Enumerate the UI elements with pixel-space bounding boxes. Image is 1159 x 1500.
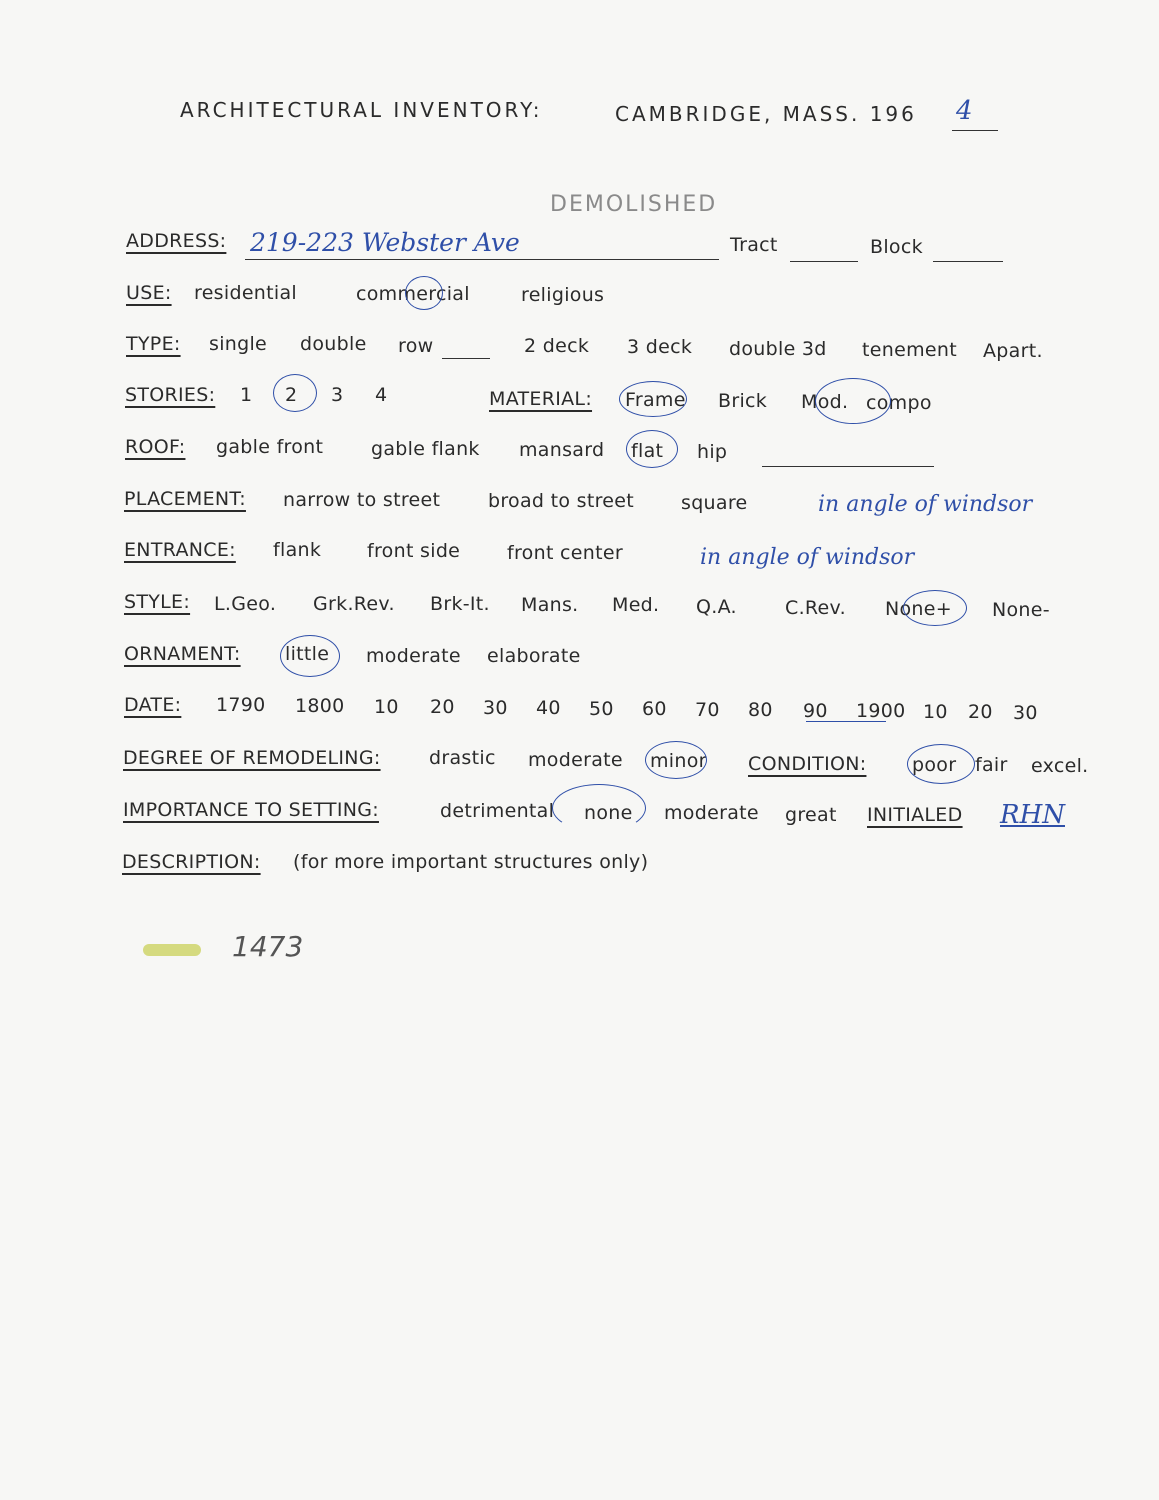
material-option-brick: Brick — [718, 390, 768, 412]
style-label: STYLE: — [124, 591, 191, 613]
year-digit: 4 — [956, 96, 973, 126]
roof-option-hip: hip — [697, 441, 728, 463]
material-label: MATERIAL: — [489, 388, 593, 410]
date-1790: 1790 — [216, 694, 266, 716]
condition-label: CONDITION: — [748, 753, 867, 775]
highlighter-mark — [143, 944, 201, 956]
placement-label: PLACEMENT: — [124, 488, 246, 510]
remodeling-option-minor: minor — [650, 750, 707, 772]
condition-selection-mark — [907, 744, 975, 784]
date-1880: 80 — [748, 699, 773, 721]
date-1900: 1900 — [856, 700, 906, 722]
style-option-grkrev: Grk.Rev. — [313, 593, 395, 615]
tract-line — [790, 261, 858, 262]
roof-blank-line — [762, 466, 934, 467]
description-note: (for more important structures only) — [293, 851, 649, 873]
row-blank-line — [442, 358, 490, 359]
entrance-option-frontside: front side — [367, 540, 461, 562]
stories-option-4: 4 — [375, 384, 388, 406]
roof-selection-mark — [626, 430, 678, 468]
style-option-noneminus: None- — [992, 599, 1050, 621]
stories-label: STORIES: — [125, 384, 216, 406]
use-option-religious: religious — [521, 284, 605, 306]
entrance-option-frontcenter: front center — [507, 542, 623, 564]
use-option-residential: residential — [194, 282, 298, 304]
condition-option-poor: poor — [912, 754, 957, 776]
tract-label: Tract — [730, 234, 778, 256]
type-option-apart: Apart. — [983, 340, 1043, 362]
type-option-double: double — [300, 333, 367, 355]
stories-option-1: 1 — [240, 384, 253, 406]
date-1910: 10 — [923, 701, 948, 723]
date-1810: 10 — [374, 696, 399, 718]
entrance-label: ENTRANCE: — [124, 539, 236, 561]
material-option-compo: compo — [866, 392, 932, 414]
use-label: USE: — [126, 282, 172, 304]
ornament-option-little: little — [285, 643, 330, 665]
initialed-label: INITIALED — [867, 804, 963, 826]
importance-option-moderate: moderate — [664, 802, 759, 824]
placement-option-broad: broad to street — [488, 490, 635, 512]
use-option-commercial: commercial — [356, 283, 470, 305]
type-option-tenement: tenement — [862, 339, 957, 361]
style-option-brkit: Brk-It. — [430, 593, 490, 615]
importance-selection-mark — [552, 784, 646, 832]
placement-option-narrow: narrow to street — [283, 489, 441, 511]
date-1860: 60 — [642, 698, 667, 720]
importance-option-none: none — [584, 802, 633, 824]
initialed-value: RHN — [1000, 800, 1065, 830]
description-handwritten: 1473 — [232, 930, 304, 963]
block-line — [933, 261, 1003, 262]
date-1850: 50 — [589, 698, 614, 720]
demolished-stamp: DEMOLISHED — [550, 192, 718, 217]
form-location: CAMBRIDGE, MASS. 196 — [615, 102, 917, 126]
stories-selection-mark — [273, 374, 317, 412]
remodeling-label: DEGREE OF REMODELING: — [123, 747, 381, 769]
form-title: ARCHITECTURAL INVENTORY: — [180, 98, 543, 122]
entrance-option-flank: flank — [273, 539, 322, 561]
use-selection-mark — [405, 276, 443, 310]
year-underline — [952, 130, 998, 131]
style-option-med: Med. — [612, 594, 660, 616]
entrance-note: in angle of windsor — [700, 545, 915, 570]
block-label: Block — [870, 236, 923, 258]
ornament-selection-mark — [280, 635, 340, 677]
material-option-frame: Frame — [625, 389, 686, 411]
address-value: 219-223 Webster Ave — [250, 228, 520, 257]
remodeling-selection-mark — [645, 741, 707, 779]
style-selection-mark — [903, 590, 967, 626]
ornament-label: ORNAMENT: — [124, 643, 241, 665]
placement-note: in angle of windsor — [818, 492, 1033, 517]
material-frame-mark — [619, 381, 687, 417]
roof-option-gableflank: gable flank — [371, 438, 480, 460]
date-1820: 20 — [430, 696, 455, 718]
date-1830: 30 — [483, 697, 508, 719]
date-1890: 90 — [803, 700, 828, 722]
importance-option-great: great — [785, 804, 837, 826]
remodeling-option-drastic: drastic — [429, 747, 496, 769]
remodeling-option-moderate: moderate — [528, 749, 623, 771]
date-range-mark — [806, 721, 886, 722]
date-1930: 30 — [1013, 702, 1038, 724]
type-option-2deck: 2 deck — [524, 335, 590, 357]
address-label: ADDRESS: — [126, 230, 227, 252]
condition-option-excel: excel. — [1031, 755, 1089, 777]
type-label: TYPE: — [126, 333, 181, 355]
placement-option-square: square — [681, 492, 748, 514]
address-line — [245, 259, 719, 260]
roof-label: ROOF: — [125, 436, 186, 458]
date-label: DATE: — [124, 694, 182, 716]
date-1840: 40 — [536, 697, 561, 719]
style-option-mans: Mans. — [521, 594, 579, 616]
type-option-single: single — [209, 333, 268, 355]
stories-option-2: 2 — [285, 384, 298, 406]
style-option-noneplus: None+ — [885, 598, 952, 620]
importance-label: IMPORTANCE TO SETTING: — [123, 799, 379, 821]
date-1800: 1800 — [295, 695, 345, 717]
roof-option-flat: flat — [631, 440, 664, 462]
description-label: DESCRIPTION: — [122, 851, 261, 873]
type-option-double3d: double 3d — [729, 338, 827, 360]
roof-option-gablefront: gable front — [216, 436, 324, 458]
material-option-mod: Mod. — [801, 391, 849, 413]
style-option-lgeo: L.Geo. — [214, 593, 277, 615]
condition-option-fair: fair — [975, 754, 1008, 776]
date-1920: 20 — [968, 701, 993, 723]
ornament-option-elaborate: elaborate — [487, 645, 581, 667]
date-1870: 70 — [695, 699, 720, 721]
ornament-option-moderate: moderate — [366, 645, 461, 667]
roof-option-mansard: mansard — [519, 439, 605, 461]
type-option-row: row — [398, 335, 434, 357]
stories-option-3: 3 — [331, 384, 344, 406]
importance-option-detrimental: detrimental — [440, 800, 555, 822]
material-modcompo-mark — [815, 378, 891, 424]
type-option-3deck: 3 deck — [627, 336, 693, 358]
style-option-qa: Q.A. — [696, 596, 737, 618]
style-option-crev: C.Rev. — [785, 597, 846, 619]
